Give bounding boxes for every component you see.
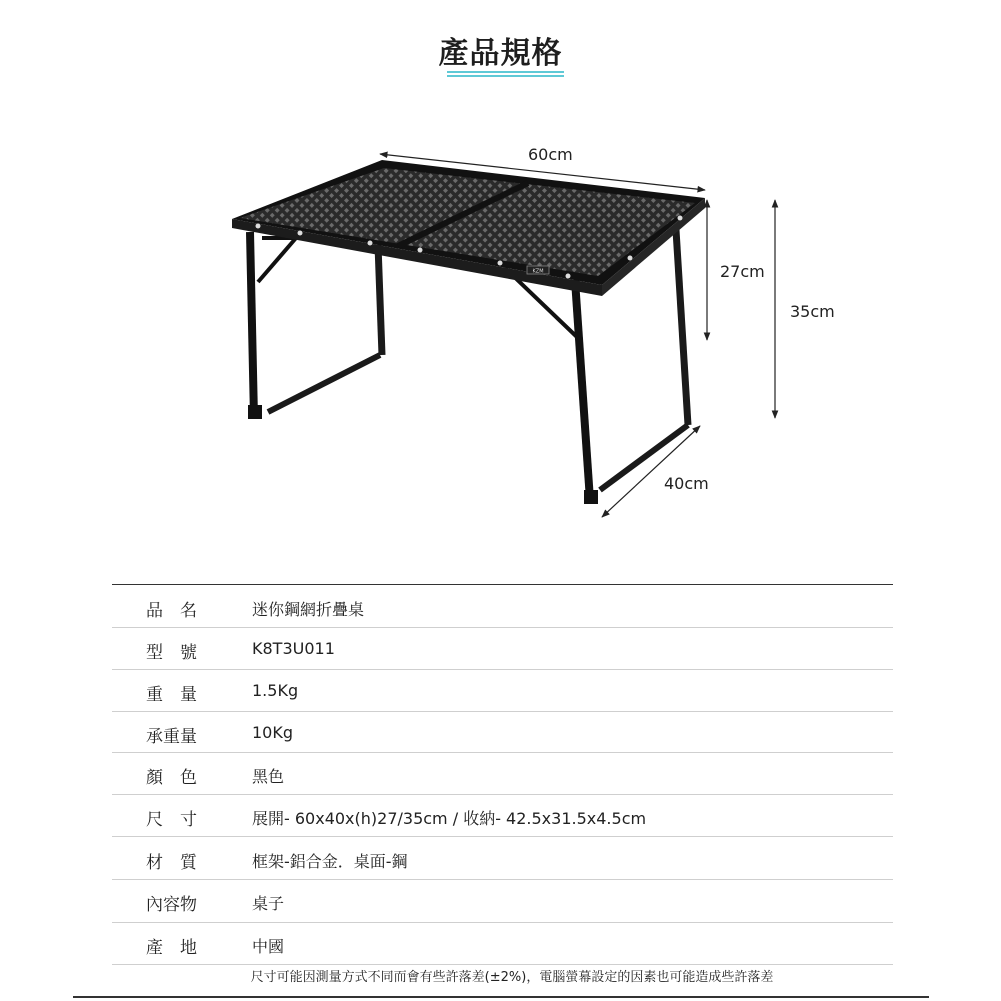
spec-value: 10Kg	[252, 723, 294, 742]
spec-value: 黑色	[252, 767, 285, 786]
spec-row-load	[112, 711, 893, 752]
spec-label: 品 名	[146, 601, 197, 621]
spec-value: 迷你鋼網折疊桌	[252, 600, 365, 619]
dimension-depth-label: 40cm	[664, 474, 709, 493]
dimension-total-height-label: 35cm	[790, 302, 835, 321]
spec-row-weight	[112, 669, 893, 711]
footnote: 尺寸可能因測量方式不同而會有些許落差(±2%)，電腦螢幕設定的因素也可能造成些許落差	[250, 970, 774, 985]
page-title: 產品規格	[438, 36, 563, 71]
spec-row-name	[112, 584, 893, 627]
spec-label: 尺 寸	[146, 810, 197, 830]
spec-value: 中國	[252, 937, 285, 956]
spec-label: 型 號	[146, 643, 197, 663]
spec-label: 顏 色	[146, 768, 197, 788]
spec-label: 產 地	[146, 938, 197, 958]
brand-badge: KZM	[532, 268, 544, 275]
spec-row-contents	[112, 879, 893, 922]
spec-label: 材 質	[146, 853, 197, 873]
spec-label: 承重量	[146, 727, 197, 747]
spec-label: 內容物	[146, 895, 197, 915]
spec-value: 展開- 60x40x(h)27/35cm / 收納- 42.5x31.5x4.5cm	[252, 809, 647, 828]
dimension-width-label: 60cm	[528, 145, 573, 164]
spec-row-model	[112, 627, 893, 669]
spec-value: 1.5Kg	[252, 681, 299, 700]
spec-table	[112, 584, 893, 965]
spec-row-size	[112, 794, 893, 836]
spec-value: 框架-鋁合金．桌面-鋼	[252, 852, 408, 871]
bottom-rule	[73, 996, 929, 998]
spec-value: K8T3U011	[252, 639, 335, 658]
spec-row-material	[112, 836, 893, 879]
table-top	[232, 160, 705, 296]
dimension-top-height-label: 27cm	[720, 262, 765, 281]
spec-label: 重 量	[146, 685, 197, 705]
spec-value: 桌子	[252, 894, 285, 913]
spec-row-origin	[112, 922, 893, 965]
spec-row-color	[112, 752, 893, 794]
